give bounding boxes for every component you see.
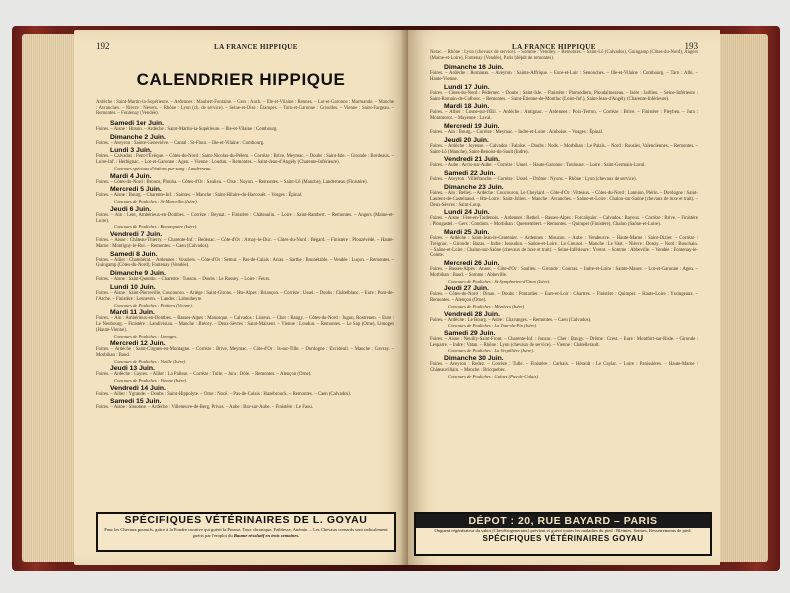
calendar-entry bbox=[96, 309, 394, 339]
goyau-advertisement bbox=[96, 512, 396, 552]
entry-date: Jeudi 20 Juin. bbox=[444, 136, 489, 144]
left-running-head: LA FRANCE HIPPIQUE bbox=[214, 43, 298, 51]
entry-concours: Concours de Pouliches : Poitiers (Vienne). bbox=[114, 302, 193, 308]
entry-fairs: Foires. – Basses-Alpes : Annot. – Côte-d'Or : Saulieu. – Gironde : Coutras. – Indre-et-Loire : Sainte-Maure. – Lot-et-Garonne : Agen. – Morbihan : Baud. – Somme : Abbeville. bbox=[430, 267, 698, 278]
entry-concours: Concours de Pouliches : Vizille (Isère). bbox=[114, 358, 187, 364]
entry-date: Samedi 29 Juin. bbox=[444, 329, 496, 337]
entry-date: Samedi 22 Juin. bbox=[444, 170, 496, 178]
entry-fairs: Foires. – Ain : Belley. – Ardèche : Coucouron, Le Cheylard. – Côte-d'Or : Vitteaux. – Côtes-du-Nord : Lannion, Plérin. – Dordogne : Saint-Laurent-de-Castelnaud. – Hte-Loire : Saint-Julien. – Manche : Avranches. – Saône-et-Loire : Chalon-sur-Saône (chevaux de luxe et trait). – Deux-Sèvres : Saint-Loup. bbox=[430, 190, 698, 208]
entry-fairs: Foires. – Allier : Ygrande. – Doubs : Saint-Hippolyte. – Orne : Nocé. – Pas-de-Calais : Hazebrouck. – Remontes. – Caen (Calvados). bbox=[96, 391, 352, 397]
entry-concours: Concours de Pouliches : St-Marcellin (Isère). bbox=[114, 199, 198, 205]
calendar-entry bbox=[430, 260, 698, 284]
entry-concours: Concours spéciaux d'étalons pur-sang : Landerneau. bbox=[114, 165, 212, 171]
ad-headline: SPÉCIFIQUES VÉTÉRINAIRES DE L. GOYAU bbox=[124, 514, 368, 526]
entry-concours: Concours de Pouliches : St-Symphorien-d'Ozon (Isère). bbox=[448, 278, 551, 284]
calendar-entry bbox=[96, 120, 394, 133]
calendar-entry bbox=[430, 84, 698, 103]
entry-date: Mardi 18 Juin. bbox=[444, 103, 490, 111]
depot-headline: DÉPOT : 20, RUE BAYARD – PARIS bbox=[416, 514, 710, 528]
entry-concours: Concours de Pouliches : Vienne (Isère). bbox=[114, 378, 188, 384]
entry-fairs: Foires. – Aisne : Saint-Quentin. – Charente : Tusson. – Doubs : Le Russey. – Loire : Feurs. bbox=[96, 277, 271, 283]
right-page bbox=[408, 30, 720, 565]
calendar-entry bbox=[430, 123, 698, 136]
entry-date: Vendredi 21 Juin. bbox=[444, 156, 500, 164]
entry-fairs: Foires. – Aisne : Bourg. – Charente-Inf. : Saintes. – Manche : Saint-Hilaire-du-Harcouët. – Vosges : Épinal. bbox=[96, 193, 303, 199]
entry-concours: Concours de Pouliches : Mézières (Isère). bbox=[448, 303, 526, 309]
entry-fairs: Foires. – Aisne : Château-Thierry. – Charente-Inf. : Bedenac. – Côte-d'Or : Arnay-le-Duc. – Côtes-du-Nord : Bégard. – Finistère : Plouzévédé. – Haute-Marne : Montigny-le-Roi. – Remontes. – Caen (Calvados). bbox=[96, 237, 394, 249]
calendar-entry bbox=[430, 103, 698, 122]
entry-fairs: Foires. – Aisne : Fère-en-Tardenois. – Ardennes : Rethel. – Basses-Alpes : Forcalquier. – Calvados : Bayeux. – Corrèze : Brive. – Finistère : Plougastel. – Gers : Condom. – Morbihan : Questembert. – Remontes. – Quimper (Finistère), Chalon (Saône-et-Loire). bbox=[430, 216, 698, 228]
entry-date: Mercredi 5 Juin. bbox=[110, 186, 162, 194]
entry-concours: Concours de Pouliches : Guînes (Pas-de-Calais). bbox=[448, 373, 540, 379]
calendar-entry bbox=[96, 186, 394, 204]
entry-fairs: Foires. – Côtes-du-Nord : Pédernec. – Doubs : Saint-Isle. – Finistère : Plomodiern, Ploudalmezeau. – Isère : Jaillieu. – Seine-Inférieure : Saint-Romain-de-Colbosc. – Remontes. – Saint-Étienne-de-Montluc (Loire-Inf.), Saint-Jean-d'Angély (Charente-Inférieure). bbox=[430, 90, 698, 102]
entry-date: Mardi 4 Juin. bbox=[110, 172, 152, 180]
right-page-edges bbox=[712, 34, 768, 562]
entry-date: Mardi 25 Juin. bbox=[444, 228, 490, 236]
entry-date: Jeudi 27 Juin. bbox=[444, 285, 489, 293]
entry-fairs: Foires. – Ardèche : Joyeuse. – Calvados : Falaise. – Doubs : Nods. – Morbihan : Le Palais. – Nord : Rousies, Valenciennes. – Remontes. – Saint-Lô (Manche), Saint-Benoist-du-Sault (Indre). bbox=[430, 143, 698, 155]
entry-date: Lundi 3 Juin. bbox=[110, 147, 152, 155]
depot-body-text: Onguent régénérateur du sabot (Chevêtrogenerator) prévient et guérit toutes les maladies du pied : Bleimes, Seimes, Resserrements de pied. bbox=[434, 528, 692, 533]
entry-fairs: Foires. – Aisne : Saint-Pierreville, Coucouron. – Ariège : Saint-Girons. – Hte-Alpes : Briançon. – Corrèze : Ussel. – Doubs : Châtelblanc. – Eure : Pont-de-l'Arche. – Finistère : Lesneven. – Landes : Labouheyre. bbox=[96, 290, 394, 302]
entry-fairs: Foires. – Allier : Chambérat. – Ardennes : Vouziers. – Côte-d'Or : Semur. – Pas-de-Calais : Arras. – Sarthe : Bonnétable. – Vendée : Luçon. – Remontes. – Guingamp (Côtes-du-Nord), Fontenay (Vendée). bbox=[96, 257, 394, 269]
entry-concours: Concours de Pouliches : La Verpillière (Isère). bbox=[448, 348, 535, 354]
entry-date: Lundi 24 Juin. bbox=[444, 209, 490, 217]
calendar-entry bbox=[96, 173, 394, 186]
entry-fairs: Foires. – Ardèche : Romanas. – Aveyron : Sainte-Affrique. – Eure-et-Loir : Senonches. – Ille-et-Vilaine : Combourg. – Tarn : Albi. – Haute-Vienne. bbox=[430, 71, 698, 82]
entry-date: Dimanche 2 Juin. bbox=[110, 133, 166, 141]
entry-date: Lundi 17 Juin. bbox=[444, 83, 490, 91]
entry-date: Dimanche 16 Juin. bbox=[444, 64, 504, 72]
entry-date: Mercredi 26 Juin. bbox=[444, 260, 500, 268]
entry-date: Mercredi 12 Juin. bbox=[110, 340, 166, 348]
depot-advertisement bbox=[414, 512, 712, 556]
entry-date: Samedi 15 Juin. bbox=[110, 398, 162, 406]
calendar-entry bbox=[96, 270, 394, 283]
left-page-number: 192 bbox=[96, 41, 110, 51]
calendar-entry bbox=[430, 170, 698, 183]
calendar-entry bbox=[430, 311, 698, 329]
entry-concours: Concours de Pouliches : La Tour-du-Pin (Isère). bbox=[448, 323, 538, 329]
calendar-entry bbox=[96, 365, 394, 383]
entry-fairs: Foires. – Ain : Bourg. – Corrèze : Meymac. – Indre-et-Loire : Amboise. – Vosges : Épinal. bbox=[430, 129, 604, 135]
entry-fairs: Foires. – Aisne : Hirson. – Ardèche : Saint-Martin-la-Supérieure. – Ille-et-Vilaine : Combourg. bbox=[96, 126, 278, 132]
calendar-entry bbox=[430, 355, 698, 379]
entry-date: Vendredi 28 Juin. bbox=[444, 310, 500, 318]
right-page-number: 193 bbox=[684, 41, 698, 51]
calendar-entry bbox=[430, 229, 698, 259]
entry-fairs: Foires. – Aube : Arcis-sur-Aube. – Corrèze : Ussel. – Haute-Garonne : Toulouse. – Loire : Saint-Germain-Laval. bbox=[430, 163, 646, 169]
left-calendar-entries bbox=[96, 100, 394, 412]
entry-date: Lundi 10 Juin. bbox=[110, 283, 156, 291]
entry-fairs: Foires. – Aisne : Neuilly-Saint-Front. – Charente-Inf. : Jonzac. – Cher : Baugy. – Drôme : Crest. – Eure : Montfort-sur-Risle. – Gironde : Lesparre. – Indre : Vatan. – Rhône : Lyon (chevaux de service). – Vienne : Châtellerault. bbox=[430, 336, 698, 348]
calendar-entry bbox=[430, 64, 698, 83]
entry-concours: Concours de Pouliches : Limoges. bbox=[114, 333, 178, 339]
right-running-head: LA FRANCE HIPPIQUE bbox=[512, 43, 596, 51]
entry-date: Vendredi 7 Juin. bbox=[110, 230, 163, 238]
calendar-entry bbox=[430, 209, 698, 228]
ad-body-text: Pour les Chevaux poussifs, grâce à la Poudre curative qui guérit la Pousse, Toux chronique, Faiblesse, Anémie. – Les Chevaux cornards sont radicalement guéris par l'emploi du Baume résolutif en trois semaines. bbox=[104, 527, 388, 538]
right-calendar-entries bbox=[430, 50, 698, 380]
entry-fairs: Foires. – Ardèche : Cayres. – Allier : La Palisse. – Corrèze : Tulle. – Jura : Dôle. – Remontes. – Alençon (Orne). bbox=[96, 372, 312, 378]
calendar-entry bbox=[430, 330, 698, 354]
calendar-entry bbox=[96, 231, 394, 250]
entry-fairs: Foires. – Calvados : Pont-l'Évêque. – Côtes-du-Nord : Saint-Nicolas-du-Pélem. – Corrèze : Brive, Meymac. – Doubs : Saint-Isle. – Gironde : Bordeaux. – Loire-Inf. : Herbignac. – Lot-et-Garonne : Agen. – Vienne : Loudun. – Remontes. – Saint-Jean-d'Angély (Charente-Inférieure). bbox=[96, 154, 394, 166]
calendar-entry bbox=[96, 251, 394, 270]
entry-date: Samedi 1er Juin. bbox=[110, 119, 165, 127]
calendar-entry bbox=[96, 398, 394, 411]
calendar-entry bbox=[96, 206, 394, 230]
calendar-entry bbox=[430, 184, 698, 208]
entry-date: Vendredi 14 Juin. bbox=[110, 384, 166, 392]
open-book bbox=[12, 20, 780, 575]
calendar-entry bbox=[96, 340, 394, 364]
entry-fairs: Foires. – Aveyron : Villefranche. – Corrèze : Ussel. – Drôme : Nyons. – Rhône : Lyon (chevaux de service). bbox=[430, 177, 637, 183]
entry-fairs: Foires. – Ardèche : Le Bourg. – Aube : Chavanges. – Remontes. – Caen (Calvados). bbox=[430, 317, 592, 323]
left-lead-text: Ardèche : Saint-Martin-la-Sopérieure. – Ardennes : Maubert-Fontaine. – Gers : Auch. – Ille-et-Vilaine : Rennes. – Lot-et-Garonne : Marmande. – Manche : Avranches. – Nièvre : Nevers. – Rhône : Lyon (ch. de service). – Seine-et-Oise : Étampes. – Tarn-et-Garonne : Grisolles. – Vienne : Saint-Fargeau. – Remontes. – Fontenay (Vendée). bbox=[96, 100, 394, 117]
calendar-entry bbox=[96, 284, 394, 308]
entry-date: Mercredi 19 Juin. bbox=[444, 122, 500, 130]
entry-date: Jeudi 13 Juin. bbox=[110, 365, 155, 373]
entry-date: Dimanche 30 Juin. bbox=[444, 355, 504, 363]
entry-fairs: Foires. – Ain : Ambérieux-en-Dombes. – Basses-Alpes : Manosque. – Calvados : Lisieux. – Cher : Baugy. – Côtes-du-Nord : Jugon, Rostrenen. – Eure : Le Neubourg. – Finistère : Landivisiau. – Manche : Brécey. – Deux-Sèvres : Saint-Maixent. – Vienne : Loudun. – Remontes. – Le Sap (Orne), Limoges (Haute-Vienne). bbox=[96, 316, 394, 333]
entry-fairs: Foires. – Aveyron : Sainte-Geneviève. – Cantal : St-Flour. – Ille-et-Vilaine : Combourg. bbox=[96, 140, 265, 146]
entry-concours: Concours de Pouliches : Beaurepaire (Isère). bbox=[114, 224, 198, 230]
page-title: CALENDRIER HIPPIQUE bbox=[136, 70, 346, 89]
entry-fairs: Foires. – Côtes-du-Nord : Broons, Plouha. – Côtes-d'Or : Saulieu. – Oise : Noyon. – Remontes. – Saint-Lô (Manche), Landerneau (Finistère). bbox=[96, 179, 368, 185]
entry-fairs: Foires. – Ain : Lent, Ambérieux-en-Dombes. – Corrèze : Beynat. – Finistère : Châteaulin. – Loire : Saint-Rambert. – Remontes. – Angers (Maine-et-Loire). bbox=[96, 212, 394, 224]
entry-fairs: Foires. – Aveyron : Rodez. – Corrèze : Tulle. – Finistère : Carhaix. – Hérault : Le Caylar. – Loire : Panissières. – Haute-Marne : Châteauvillain. – Manche : Bricquebec. bbox=[430, 362, 698, 373]
calendar-entry bbox=[96, 385, 394, 398]
entry-fairs: Foires. – Aisne : Sissonne. – Ardèche : Villeneuve-de-Berg, Privas. – Aube : Bar-sur-Aube. – Finistère : Le Faou. bbox=[96, 405, 314, 411]
left-page-edges bbox=[22, 34, 82, 562]
calendar-entry bbox=[96, 147, 394, 171]
entry-date: Samedi 8 Juin. bbox=[110, 250, 158, 258]
entry-date: Mardi 11 Juin. bbox=[110, 309, 155, 317]
entry-fairs: Foires. – Ardèche : Saint-Cirgues-en-Montagne. – Corrèze : Brive, Meymac. – Côte-d'Or : Is-sur-Tille. – Dordogne : Excideuil. – Manche : Gavray. – Morbihan : Baud. bbox=[96, 347, 394, 358]
entry-date: Dimanche 9 Juin. bbox=[110, 270, 166, 278]
calendar-entry bbox=[430, 137, 698, 156]
entry-fairs: Foires. – Allier : Cosne-sur-l'Œil. – Ardèche : Antignac. – Ardennes : Poix-Terron. – Corrèze : Brive. – Finistère : Pleyben. – Jura : Montmorot. – Mayenne : Laval. bbox=[430, 110, 698, 122]
entry-fairs: Foires. – Ardèche : Saint-Jean-le-Centenier. – Ardennes : Mouzon. – Aube : Vendeuvre. – Haute-Marne : Saint-Dizier. – Corrèze : Treignac. – Gironde : Bazas. – Indre : Issoudun. – Saône-et-Loire : Le Creusot. – Manche : Le Vast. – Nièvre : Donzy. – Nord : Bouchain. – Saône-et-Loire : Chalon-sur-Saône (chevaux de luxe et trait). – Seine-Inférieure : Yvetot. – Somme : Abbeville. – Vendée : Fontenay-le-Comte. bbox=[430, 235, 698, 259]
entry-fairs: Foires. – Côtes-du-Nord : Dinan. – Doubs : Pontarlier. – Eure-et-Loir : Chartres. – Finistère : Quimper. – Haute-Loire : Yssingeaux. – Remontes. – Alençon (Orne). bbox=[430, 292, 698, 304]
calendar-entry bbox=[430, 156, 698, 169]
right-lead-text: Nerac. – Rhône : Lyon (chevaux de service). – Somme : Vendley. – Remontes. – Saint-Lô (Calvados), Guingamp (Côtes-du-Nord), Angers (Maine-et-Loire), Fontenay (Vendée), Paris (dépôt de remontes). bbox=[430, 50, 698, 61]
depot-footer: SPÉCIFIQUES VÉTÉRINAIRES GOYAU bbox=[482, 533, 644, 543]
calendar-entry bbox=[96, 134, 394, 147]
entry-date: Jeudi 6 Juin. bbox=[110, 205, 152, 213]
entry-date: Dimanche 23 Juin. bbox=[444, 183, 504, 191]
left-page bbox=[74, 30, 408, 565]
calendar-entry bbox=[430, 285, 698, 309]
